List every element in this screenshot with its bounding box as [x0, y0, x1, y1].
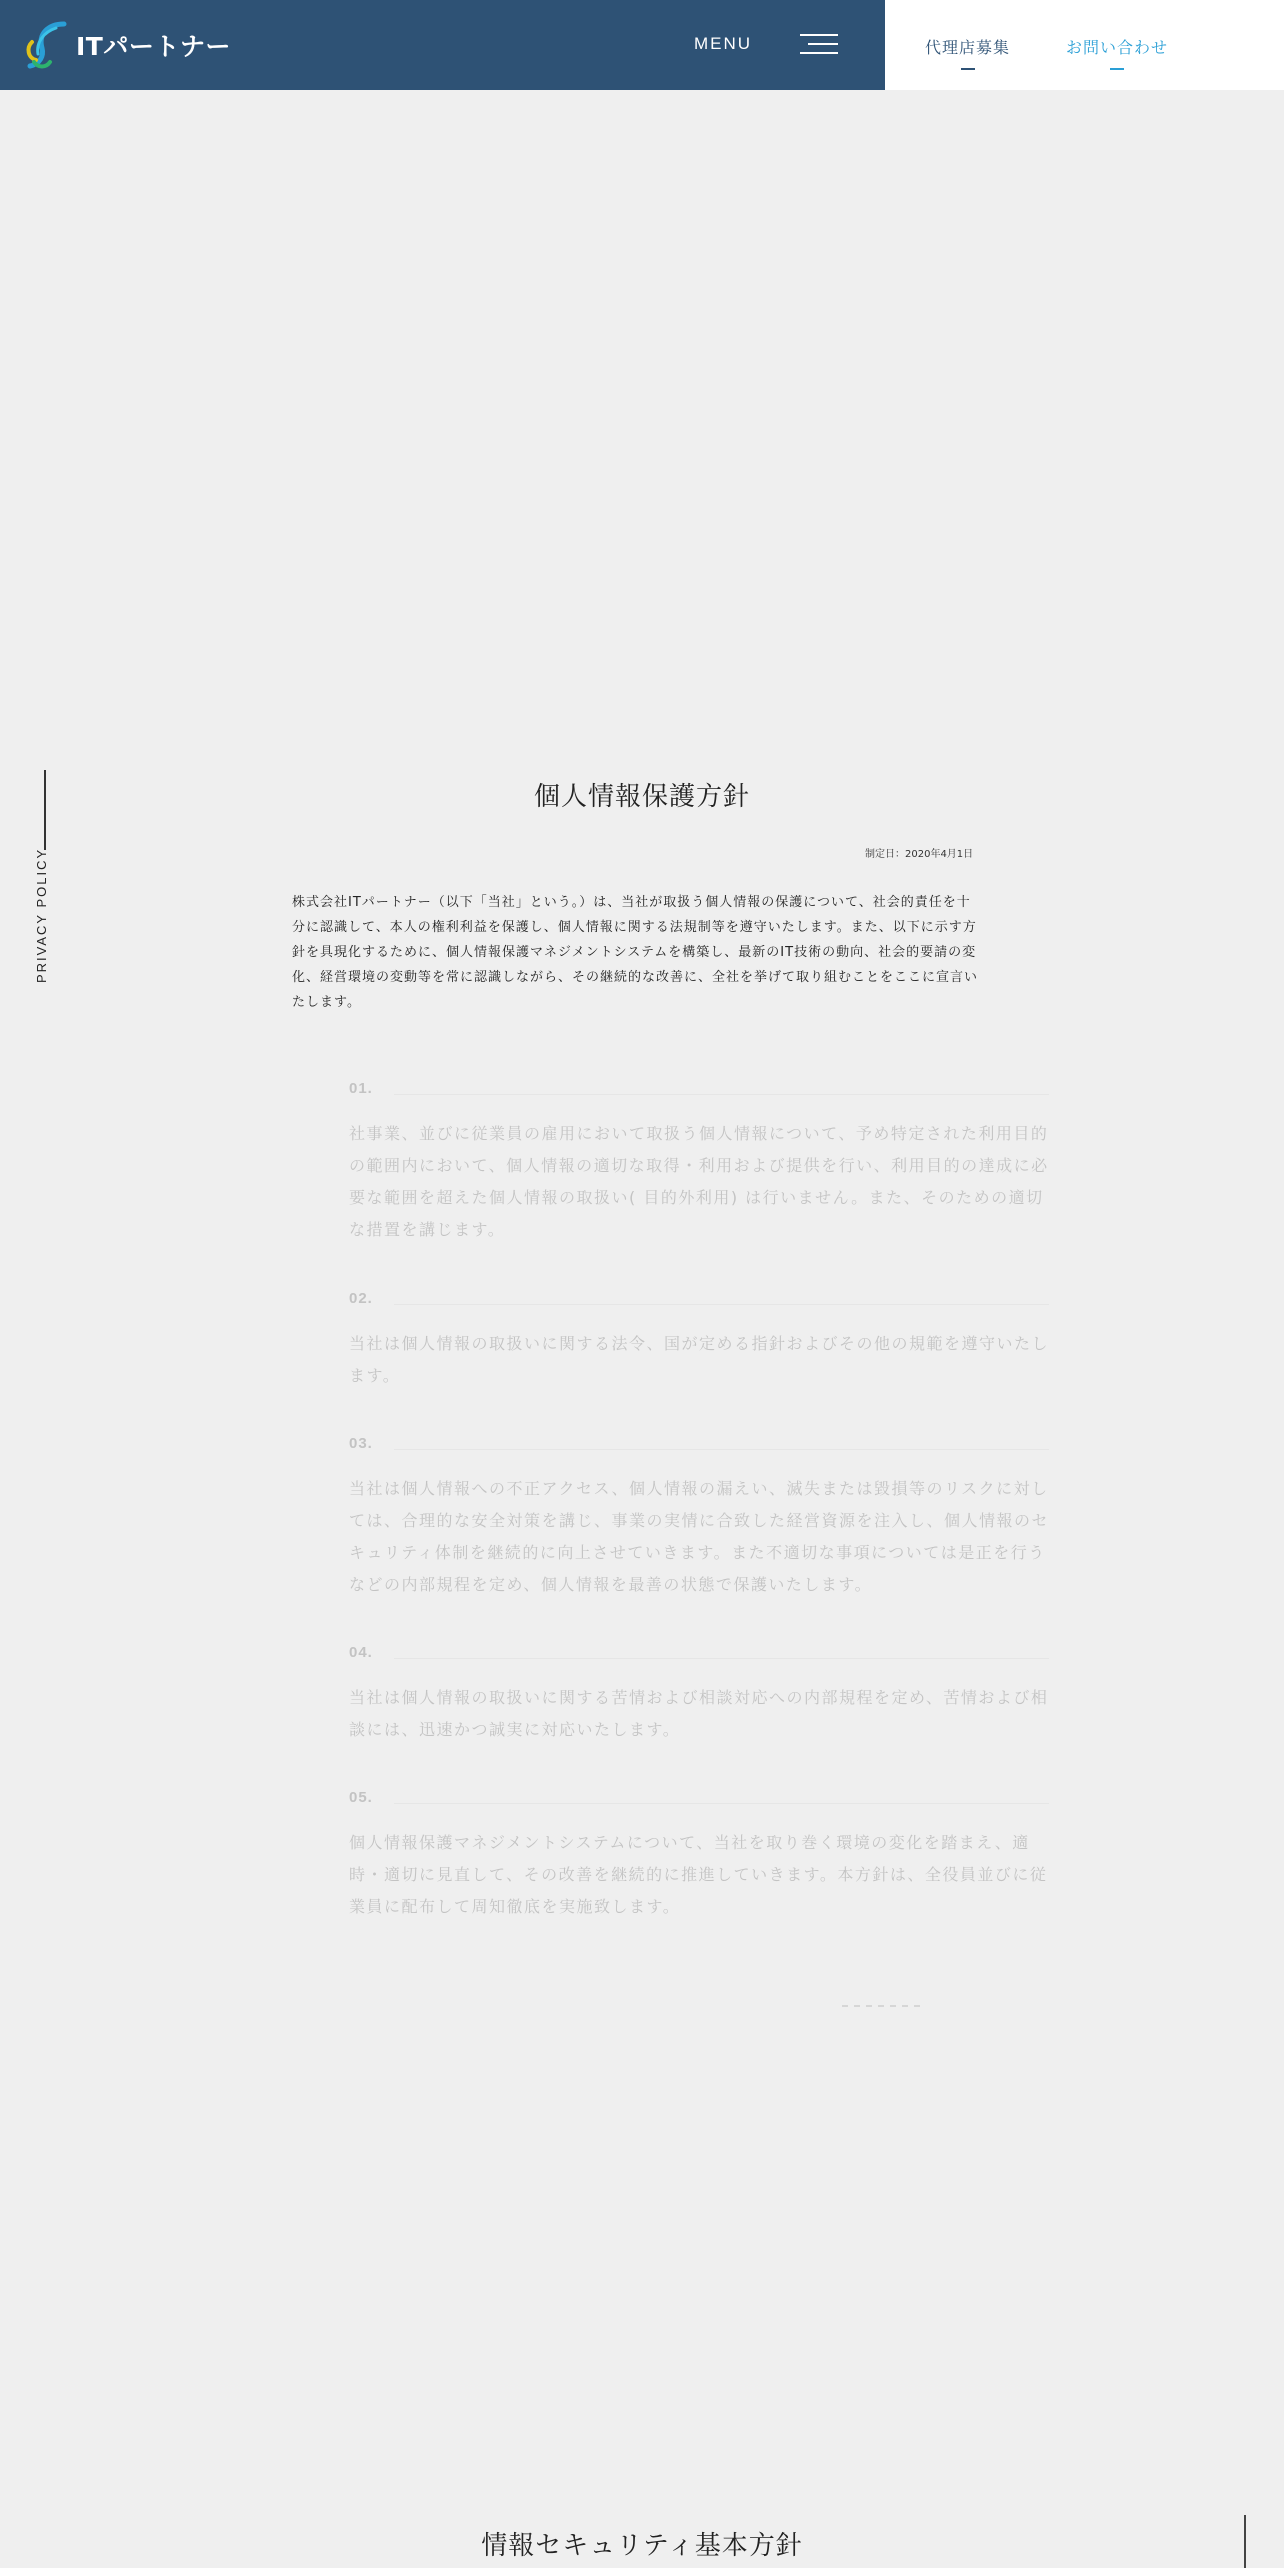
policy-divider [394, 1304, 1049, 1305]
nav-contact-underline [1110, 68, 1124, 70]
policy-divider [394, 1658, 1049, 1659]
policy-text: 当社は個人情報の取扱いに関する法令、国が定める指針およびその他の規範を遵守いたします。 [349, 1334, 1050, 1385]
security-policy-title: 情報セキュリティ基本方針 [481, 2531, 803, 2561]
hamburger-menu-icon[interactable] [800, 34, 838, 56]
menu-label[interactable]: MENU [694, 34, 753, 53]
privacy-policy-title: 個人情報保護方針 [533, 782, 750, 812]
nav-agency-underline [961, 68, 975, 70]
policy-text: 個人情報保護マネジメントシステムについて、当社を取り巻く環境の変化を踏まえ、適時・適切に見直して、その改善を継続的に推進していきます。本方針は、全役員並びに従業員に配布して周知徹底を実施致します。 [349, 1833, 1048, 1916]
nav-contact-link[interactable] [1066, 35, 1168, 70]
policy-number: 01. [349, 1080, 373, 1097]
enactment-date: 制定日：2020年4月1日 [865, 849, 974, 860]
policy-number: 05. [349, 1789, 373, 1806]
policy-text: 当社は個人情報の取扱いに関する苦情および相談対応への内部規程を定め、苦情および相談には、迅速かつ誠実に対応いたします。 [349, 1688, 1049, 1739]
nav-agency-recruitment-link[interactable] [925, 35, 1010, 70]
nav-contact-label: お問い合わせ [1066, 38, 1169, 57]
policy-number: 04. [349, 1644, 373, 1661]
right-divider [1244, 2515, 1246, 2568]
policy-divider [394, 1094, 1049, 1095]
faded-signature-marks [842, 1992, 982, 2000]
policy-divider [394, 1803, 1049, 1804]
header-primary-bar [0, 0, 885, 90]
site-logo[interactable] [20, 18, 231, 72]
logo-text: ITパートナー [76, 32, 231, 61]
nav-agency-label: 代理店募集 [925, 38, 1011, 57]
policy-text: 当社は個人情報への不正アクセス、個人情報の漏えい、滅失または毀損等のリスクに対しては、合理的な安全対策を講じ、事業の実情に合致した経営資源を注入し、個人情報のセキュリティ体制を継続的に向上させていきます。また不適切な事項については是正を行うなどの内部規程を定め、個人情報を最善の状態で保護いたします。 [349, 1479, 1050, 1594]
privacy-intro-text: 株式会社ITパートナー（以下「当社」という。）は、当社が取扱う個人情報の保護について、社会的責任を十分に認識して、本人の権利利益を保護し、個人情報に関する法規制等を遵守いたします。また、以下に示す方針を具現化するために、個人情報保護マネジメントシステムを構築し、最新のIT技術の動向、社会的要請の変化、経営環境の変動等を常に認識しながら、その継続的な改善に、全社を挙げて取り組むことをここに宣言いたします。 [292, 895, 979, 1010]
side-section-label: PRIVACY POLICY [34, 847, 49, 983]
policy-text: 社事業、並びに従業員の雇用において取扱う個人情報について、予め特定された利用目的の範囲内において、個人情報の適切な取得・利用および提供を行い、利用目的の達成に必要な範囲を超えた個人情報の取扱い( 目的外利用) は行いません。また、そのための適切な措置を講じます。 [349, 1124, 1049, 1239]
logo-swirl-icon [20, 18, 72, 72]
header-nav [885, 0, 1284, 90]
policy-number: 03. [349, 1435, 373, 1452]
policy-divider [394, 1449, 1049, 1450]
policy-number: 02. [349, 1290, 373, 1307]
